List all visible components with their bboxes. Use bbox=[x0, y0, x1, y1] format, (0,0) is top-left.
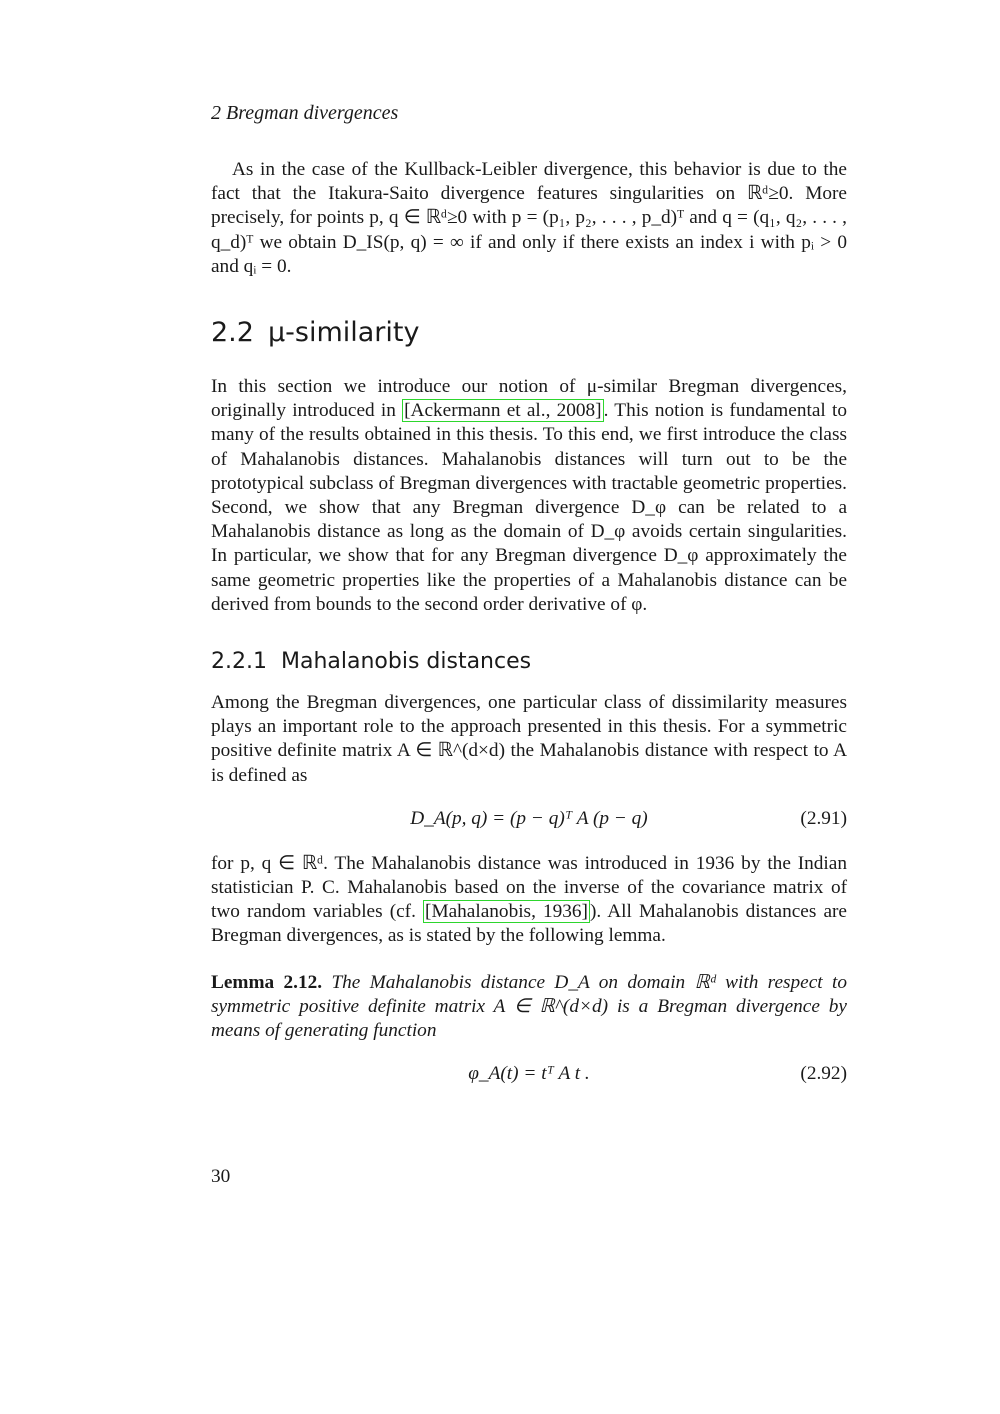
running-head: 2 Bregman divergences bbox=[211, 102, 399, 124]
section-paragraph bbox=[211, 375, 847, 617]
page-content bbox=[211, 158, 847, 1107]
lemma-text: The Mahalanobis distance D_A on domain ℝᵈ with respect to symmetric positive definite matrix A ∈ ℝ^(d×d) is a Bregman divergence by means of generating function bbox=[211, 971, 847, 1042]
lemma-2-12 bbox=[211, 971, 847, 1044]
section-title: μ-similarity bbox=[267, 317, 420, 349]
equation-2-91-body: D_A(p, q) = (p − q)ᵀ A (p − q) bbox=[410, 807, 648, 829]
citation-mahalanobis-1936[interactable]: [Mahalanobis, 1936] bbox=[425, 901, 588, 923]
equation-2-92 bbox=[211, 1063, 847, 1087]
subsection-title: Mahalanobis distances bbox=[280, 649, 532, 675]
page-number: 30 bbox=[211, 1166, 231, 1187]
subsection-number: 2.2.1 bbox=[211, 649, 267, 675]
subsection-paragraph-1: Among the Bregman divergences, one particular class of dissimilarity measures plays an important role to the approach presented in this thesis. For a symmetric positive definite matrix A ∈ ℝ^(d×d) the Mahalanobis distance with respect to A is defined as bbox=[211, 692, 847, 786]
citation-ackermann-2008[interactable]: [Ackermann et al., 2008] bbox=[404, 400, 602, 422]
section-number: 2.2 bbox=[211, 317, 254, 349]
equation-2-92-number: (2.92) bbox=[800, 1063, 847, 1085]
section-paragraph-end: . This notion is fundamental to many of the results obtained in this thesis. To this end, we first introduce the class of Mahalanobis distances. Mahalanobis distances will turn out to be the prototypical subclass of Bregman divergences with tractable geometric properties. Second, we show that any Bregman divergence D_φ can be related to a Mahalanobis distance as long as the domain of D_φ avoids certain singularities. In particular, we show that for any Bregman divergence D_φ approximately the same geometric properties like the properties of a Mahalanobis distance can be derived from bounds to the second order derivative of φ. bbox=[211, 400, 847, 615]
subsection-heading bbox=[211, 649, 847, 675]
intro-paragraph: As in the case of the Kullback-Leibler divergence, this behavior is due to the fact that the Itakura-Saito divergence features singularities on ℝᵈ≥0. More precisely, for points p, q ∈ ℝᵈ≥0 with p = (p₁, p₂, . . . , p_d)ᵀ and q = (q₁, q₂, . . . , q_d)ᵀ we obtain D_IS(p, q) = ∞ if and only if there exists an index i with pᵢ > 0 and qᵢ = 0. bbox=[211, 159, 847, 277]
subsection-paragraph-2-end: ). All Mahalanobis distances are Bregman divergences, as is stated by the following lemma. bbox=[211, 901, 847, 947]
subsection-paragraph-2 bbox=[211, 852, 847, 949]
section-paragraph-start: In this section we introduce our notion of μ-similar Bregman divergences, originally introduced in bbox=[211, 376, 847, 422]
subsection-paragraph-2-start: for p, q ∈ ℝᵈ. The Mahalanobis distance was introduced in 1936 by the Indian statistician P. C. Mahalanobis based on the inverse of the covariance matrix of two random variables (cf. bbox=[211, 852, 847, 923]
equation-2-92-body: φ_A(t) = tᵀ A t . bbox=[468, 1063, 590, 1085]
lemma-label: Lemma 2.12. bbox=[211, 971, 323, 993]
equation-2-91 bbox=[211, 808, 847, 832]
equation-2-91-number: (2.91) bbox=[800, 807, 847, 829]
section-heading bbox=[211, 317, 847, 349]
